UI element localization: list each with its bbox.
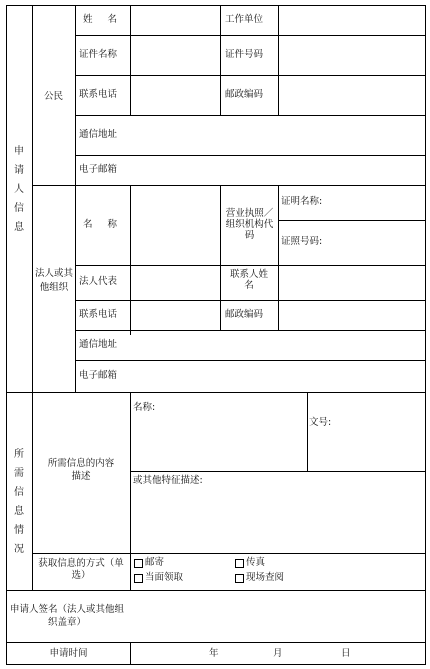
option-mail[interactable]: [134, 557, 164, 569]
org-email-label: 电子邮箱: [79, 370, 118, 381]
citizen-email-field[interactable]: [131, 156, 425, 185]
other-features-label: 或其他特征描述:: [133, 475, 203, 486]
legal-rep-label: 法人代表: [79, 276, 118, 287]
signature-label: 申请人签名（法人或其他组织盖章）: [9, 604, 124, 628]
rule: [220, 185, 221, 330]
option-fax[interactable]: [235, 557, 265, 569]
citizen-name-label: 姓 名: [82, 14, 124, 25]
application-form: [6, 5, 426, 665]
other-features-field[interactable]: [131, 489, 425, 553]
doc-number-label: 文号:: [309, 417, 332, 428]
rule: [6, 392, 426, 393]
day-label: 日: [341, 648, 351, 659]
id-type-label: 证件名称: [79, 49, 118, 60]
org-name-label: 名 称: [82, 219, 124, 230]
license-code-label: 营业执照／组织机构代码: [225, 208, 274, 241]
rule: [278, 220, 426, 221]
rule: [220, 5, 221, 115]
option-pickup[interactable]: [134, 572, 183, 584]
date-field[interactable]: [131, 643, 425, 664]
citizen-postcode-label: 邮政编码: [225, 89, 264, 100]
work-unit-field[interactable]: [279, 6, 425, 35]
checkbox-icon[interactable]: [235, 574, 244, 583]
rule: [130, 471, 426, 472]
checkbox-icon[interactable]: [134, 559, 143, 568]
legal-rep-field[interactable]: [131, 266, 220, 300]
id-number-label: 证件号码: [225, 49, 264, 60]
org-postcode-label: 邮政编码: [225, 309, 264, 320]
citizen-address-field[interactable]: [131, 116, 425, 155]
method-label: 获取信息的方式（单选）: [38, 558, 124, 581]
citizen-email-label: 电子邮箱: [79, 164, 118, 175]
cert-number-label: 证照号码:: [281, 236, 323, 247]
cert-name-label: 证明名称:: [281, 196, 323, 207]
rule: [32, 553, 426, 554]
id-number-field[interactable]: [279, 36, 425, 75]
org-phone-label: 联系电话: [79, 309, 118, 320]
info-name-label: 名称:: [133, 402, 156, 413]
citizen-group-label: 公民: [43, 91, 63, 102]
contact-name-field[interactable]: [279, 266, 425, 300]
info-name-field[interactable]: [131, 415, 307, 471]
rule: [75, 5, 76, 392]
option-pickup-label: 当面领取: [145, 572, 184, 583]
content-description-label: 所需信息的内容描述: [47, 458, 115, 482]
option-onsite[interactable]: [235, 572, 284, 584]
citizen-postcode-field[interactable]: [279, 76, 425, 115]
applicant-section-title: 申 请 人 信 息: [14, 146, 24, 233]
org-postcode-field[interactable]: [279, 301, 425, 330]
rule: [32, 185, 426, 186]
rule: [6, 5, 7, 665]
rule: [6, 664, 426, 665]
application-date-label: 申请时间: [49, 648, 88, 659]
option-mail-label: 邮寄: [145, 557, 165, 568]
org-name-field[interactable]: [131, 186, 220, 265]
option-fax-label: 传真: [246, 557, 266, 568]
citizen-phone-field[interactable]: [131, 76, 220, 115]
contact-name-label: 联系人姓 名: [229, 269, 268, 291]
id-type-field[interactable]: [131, 36, 220, 75]
checkbox-icon[interactable]: [235, 559, 244, 568]
doc-number-field[interactable]: [308, 431, 425, 471]
month-label: 月: [273, 648, 283, 659]
citizen-name-field[interactable]: [131, 6, 220, 35]
org-address-field[interactable]: [131, 331, 425, 360]
year-label: 年: [209, 648, 219, 659]
option-onsite-label: 现场查阅: [246, 572, 285, 583]
work-unit-label: 工作单位: [225, 14, 264, 25]
organization-group-label: 法人或其他组织: [34, 268, 73, 293]
citizen-phone-label: 联系电话: [79, 89, 118, 100]
org-phone-field[interactable]: [131, 301, 220, 330]
checkbox-icon[interactable]: [134, 574, 143, 583]
org-address-label: 通信地址: [79, 339, 118, 350]
signature-field[interactable]: [131, 591, 425, 642]
org-email-field[interactable]: [131, 361, 425, 392]
citizen-address-label: 通信地址: [79, 129, 118, 140]
rule: [425, 5, 426, 665]
info-section-title: 所 需 信 息 情 况: [14, 449, 24, 555]
